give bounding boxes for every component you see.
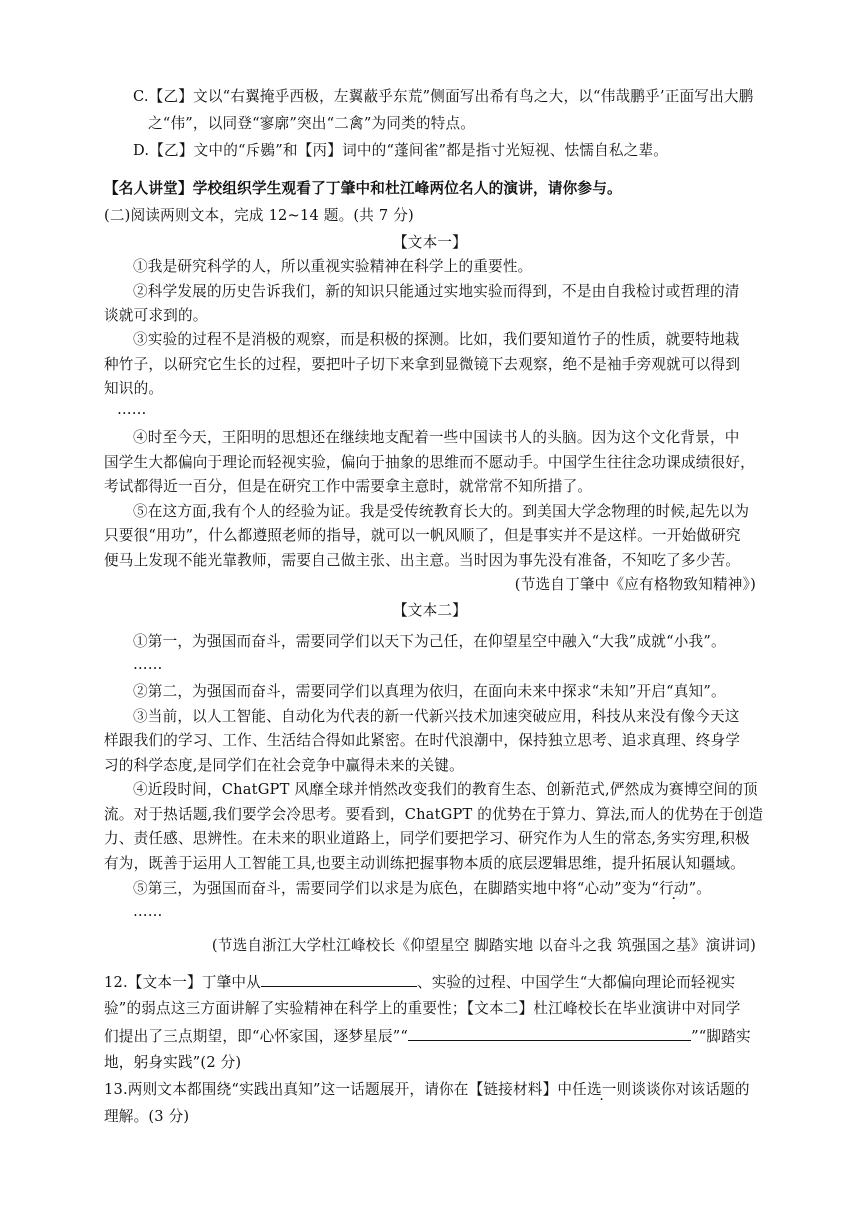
text2-source: (节选自浙江大学杜江峰校长《仰望星空 脚踏实地 以奋斗之我 筑强国之基》演讲词): [211, 937, 756, 954]
q12-answer-blank-1[interactable]: [261, 972, 417, 987]
q12-suffix: 、实验的过程、中国学生“大都偏向理论而轻视实: [416, 974, 736, 991]
emphasized-text: 行动: [658, 880, 689, 897]
q12-line4: 地，躬身实践”(2 分): [104, 1054, 242, 1071]
text2-p3-line3: 习的科学态度,是同学们在社会竞争中赢得未来的关键。: [104, 757, 464, 774]
text2-p4-line2: 流。对于热话题,我们要学会冷思考。要看到，ChatGPT 的优势在于算力、算法,而人的优势在于创造: [104, 806, 764, 823]
section-title: 【名人讲堂】学校组织学生观看了丁肇中和杜江峰两位名人的演讲，请你参与。: [104, 180, 622, 197]
text1-ellipsis: ……: [117, 401, 147, 418]
q12-prefix: 12.【文本一】丁肇中从: [104, 974, 261, 991]
q12-l3-prefix: 们提出了三点期望，即“心怀家国，逐梦星辰”“: [104, 1028, 409, 1045]
part-intro: (二)阅读两则文本，完成 12~14 题。(共 7 分): [104, 207, 414, 224]
q12-answer-blank-2[interactable]: [408, 1026, 691, 1041]
text2-p5-post: ”。: [688, 880, 712, 897]
text2-p4-line4: 有为，既善于运用人工智能工具,也要主动训练把握事物本质的底层逻辑思维，提升拓展认知疆域。: [104, 855, 745, 872]
text2-p3-line1: ③当前，以人工智能、自动化为代表的新一代新兴技术加速突破应用，科技从来没有像今天这: [133, 708, 740, 725]
text2-p5: [133, 879, 711, 899]
text1-p2-line1: ②科学发展的历史告诉我们，新的知识只能通过实地实验而得到，不是由自我检讨或哲理的清: [133, 283, 740, 300]
text1-p4-line1: ④时至今天，王阳明的思想还在继续地支配着一些中国读书人的头脑。因为这个文化背景，中: [133, 429, 740, 446]
text2-ellipsis-1: ……: [133, 656, 163, 673]
text2-p1: ①第一，为强国而奋斗，需要同学们以天下为己任，在仰望星空中融入“大我”成就“小我”。: [133, 633, 726, 650]
text2-heading: 【文本二】: [393, 602, 467, 619]
text1-source: (节选自丁肇中《应有格物致知精神》): [514, 576, 756, 593]
q13-line1: [104, 1080, 750, 1100]
text1-p5-line1: ⑤在这方面,我有个人的经验为证。我是受传统教育长大的。到美国大学念物理的时候,起先以为: [133, 503, 750, 520]
text1-p3-line2: 种竹子，以研究它生长的过程，要把叶子切下来拿到显微镜下去观察，绝不是袖手旁观就可以得到: [104, 356, 741, 373]
text2-p3-line2: 样跟我们的学习、工作、生活结合得如此紧密。在时代浪潮中，保持独立思考、追求真理、终身学: [104, 732, 741, 749]
text1-p1: ①我是研究科学的人，所以重视实验精神在科学上的重要性。: [133, 258, 533, 275]
text2-p2: ②第二，为强国而奋斗，需要同学们以真理为依归，在面向未来中探求“未知”开启“真知”。: [133, 683, 726, 700]
text1-p4-line3: 考试都得近一百分，但是在研究工作中需要拿主意时，就常常不知所措了。: [104, 478, 593, 495]
text1-p4-line2: 国学生大都偏向于理论而轻视实验，偏向于抽象的思维而不愿动手。中国学生往往念功课成绩很好，: [104, 454, 755, 471]
text2-p5-emphasis: [659, 880, 689, 897]
text2-p4-line1: ④近段时间，ChatGPT 风靡全球并悄然改变我们的教育生态、创新范式,俨然成为赛博空间的顶: [133, 781, 758, 798]
text1-p5-line2: 只要很“用功”，什么都遵照老师的指导，就可以一帆风顺了，但是事实并不是这样。一开始做研究: [104, 527, 741, 544]
text1-p2-line2: 谈就可求到的。: [104, 307, 208, 324]
option-c-line-1: C.【乙】文以“右翼掩乎西极，左翼蔽乎东荒”侧面写出希有鸟之大，以“伟哉鹏乎’正面写出大鹏: [133, 88, 754, 105]
q12-line3: [104, 1026, 751, 1047]
q13-suffix: 谈谈你对该话题的: [631, 1081, 750, 1098]
text1-p3-line1: ③实验的过程不是消极的观察，而是积极的探测。比如，我们要知道竹子的性质，就要特地栽: [133, 331, 740, 348]
text1-p3-line3: 知识的。: [104, 380, 164, 397]
option-d: D.【乙】文中的“斥鷃”和【丙】词中的“蓬间雀”都是指寸光短视、怯懦自私之辈。: [133, 142, 669, 159]
text1-p5-line3: 便马上发现不能光靠教师，需要自己做主张、出主意。当时因为事先没有准备，不知吃了多少苦。: [104, 552, 741, 569]
q13-line2: 理解。(3 分): [104, 1108, 190, 1125]
option-c-line-2: 之“伟”，以同登“寥廓”突出“二禽”为同类的特点。: [148, 115, 476, 132]
text1-heading: 【文本一】: [393, 234, 467, 251]
q12-line2: 验”的弱点这三方面讲解了实验精神在科学上的重要性；【文本二】杜江峰校长在毕业演讲中对同学: [104, 1000, 741, 1017]
q13-prefix: 13.两则文本都围绕“实践出真知”这一话题展开，请你在【链接材料】中: [104, 1081, 573, 1098]
text2-p4-line3: 力、责任感、思辨性。在未来的职业道路上，同学们要把学习、研究作为人生的常态,务实穷理,积极: [104, 830, 750, 847]
text2-p5-pre: ⑤第三，为强国而奋斗，需要同学们以求是为底色，在脚踏实地中将“心动”变为“: [133, 880, 659, 897]
q12-line1: [104, 972, 735, 993]
text2-ellipsis-2: ……: [133, 903, 163, 920]
q13-emphasis: 任选一则: [572, 1081, 632, 1098]
q12-l3-suffix: ”“脚踏实: [691, 1028, 751, 1045]
